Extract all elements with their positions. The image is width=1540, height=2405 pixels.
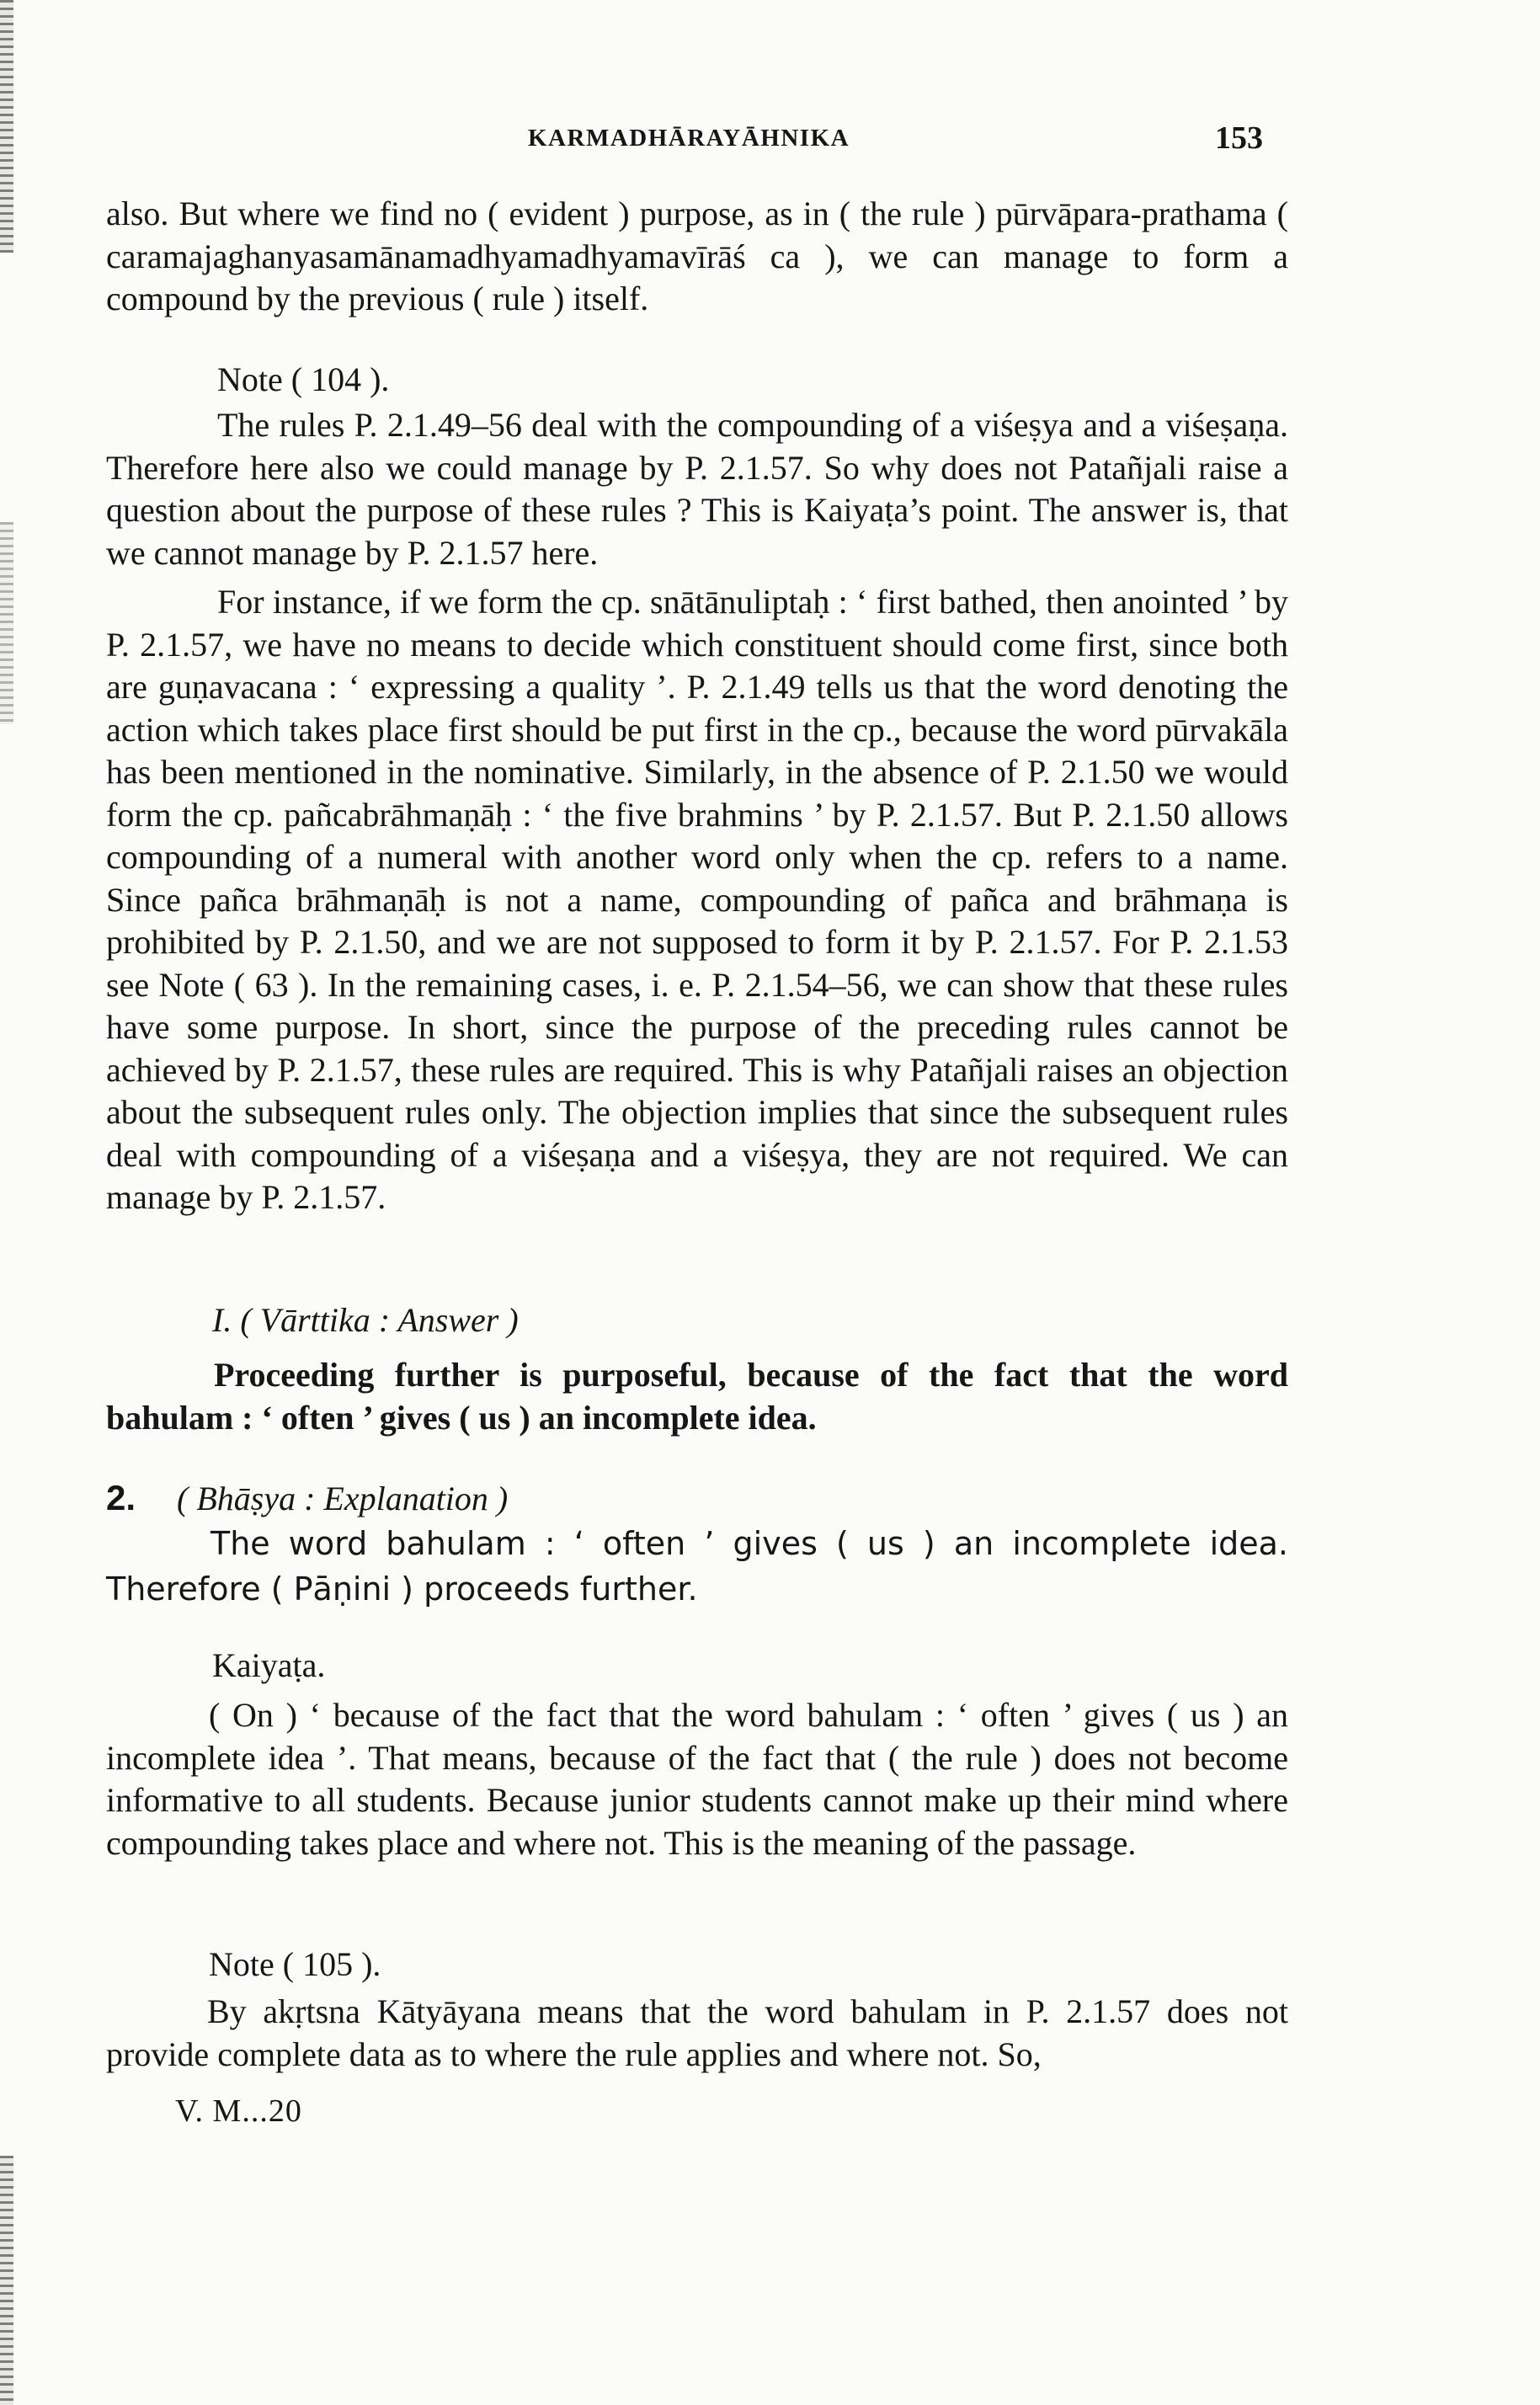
page-number: 153 xyxy=(1215,120,1263,156)
bhasya-number: 2. xyxy=(106,1478,136,1517)
note-104-paragraph-2: For instance, if we form the cp. snātānuliptaḥ : ‘ first bathed, then anointed ’ by P. 2.1.57, we have no means to decide which constituent should come first, since both are guṇavacana : ‘ expressing a quality ’. P. 2.1.49 tells us that the word denoting the action which takes place first should be put first in the cp., because the word pūrvakāla has been mentioned in the nominative. Similarly, in the absence of P. 2.1.50 we would form the cp. pañcabrāhmaṇāḥ : ‘ the five brahmins ’ by P. 2.1.57. But P. 2.1.50 allows compounding of a numeral with another word only when the cp. refers to a name. Since pañca brāhmaṇāḥ is not a name, compounding of pañca and brāhmaṇa is prohibited by P. 2.1.50, and we are not supposed to form it by P. 2.1.57. For P. 2.1.53 see Note ( 63 ). In the remaining cases, i. e. P. 2.1.54–56, we can show that these rules have some purpose. In short, since the purpose of the preceding rules cannot be achieved by P. 2.1.57, these rules are required. This is why Patañjali raises an objection about the subsequent rules only. The objection implies that since the subsequent rules deal with compounding of a viśeṣaṇa and a viśeṣya, they are not required. We can manage by P. 2.1.57. xyxy=(106,583,1288,1216)
kaiyata-heading: Kaiyaṭa. xyxy=(212,1646,326,1684)
running-title: KARMADHĀRAYĀHNIKA xyxy=(528,125,850,152)
note-104-paragraph-1: The rules P. 2.1.49–56 deal with the compounding of a viśeṣya and a viśeṣaṇa. Therefore here also we could manage by P. 2.1.57. So why does not Patañjali raise a question about the purpose of these rules ? This is Kaiyaṭa’s point. The answer is, that we cannot manage by P. 2.1.57 here. xyxy=(106,406,1288,572)
binding-edge-shadow xyxy=(0,522,13,724)
paragraph-continuation: also. But where we find no ( evident ) purpose, as in ( the rule ) pūrvāpara-prathama ( caramajaghanyasamānamadhyamadhyamavīrāś ca ), we can manage to form a compound by the previous ( rule ) itself. xyxy=(106,195,1288,317)
bhasya-text: The word bahulam : ‘ often ’ gives ( us ) an incomplete idea. Therefore ( Pāṇini ) proceeds further. xyxy=(106,1525,1288,1608)
note-105-heading: Note ( 105 ). xyxy=(209,1945,381,1983)
bhasya-heading: ( Bhāṣya : Explanation ) xyxy=(177,1480,509,1517)
binding-edge-shadow xyxy=(0,2156,13,2405)
varttika-text: Proceeding further is purposeful, because of the fact that the word bahulam : ‘ often ’ gives ( us ) an incomplete idea. xyxy=(106,1356,1288,1437)
page-header xyxy=(0,120,1540,162)
note-104-heading: Note ( 104 ). xyxy=(217,360,390,398)
signature-mark: V. M...20 xyxy=(175,2093,302,2129)
note-105-text: By akṛtsna Kātyāyana means that the word bahulam in P. 2.1.57 does not provide complete data as to where the rule applies and where not. So, xyxy=(106,1992,1288,2073)
kaiyata-text: ( On ) ‘ because of the fact that the word bahulam : ‘ often ’ gives ( us ) an incomplete idea ’. That means, because of the fact that ( the rule ) does not become informative to all students. Because junior students cannot make up their mind where compounding takes place and where not. This is the meaning of the passage. xyxy=(106,1696,1288,1862)
varttika-heading: I. ( Vārttika : Answer ) xyxy=(212,1301,519,1339)
